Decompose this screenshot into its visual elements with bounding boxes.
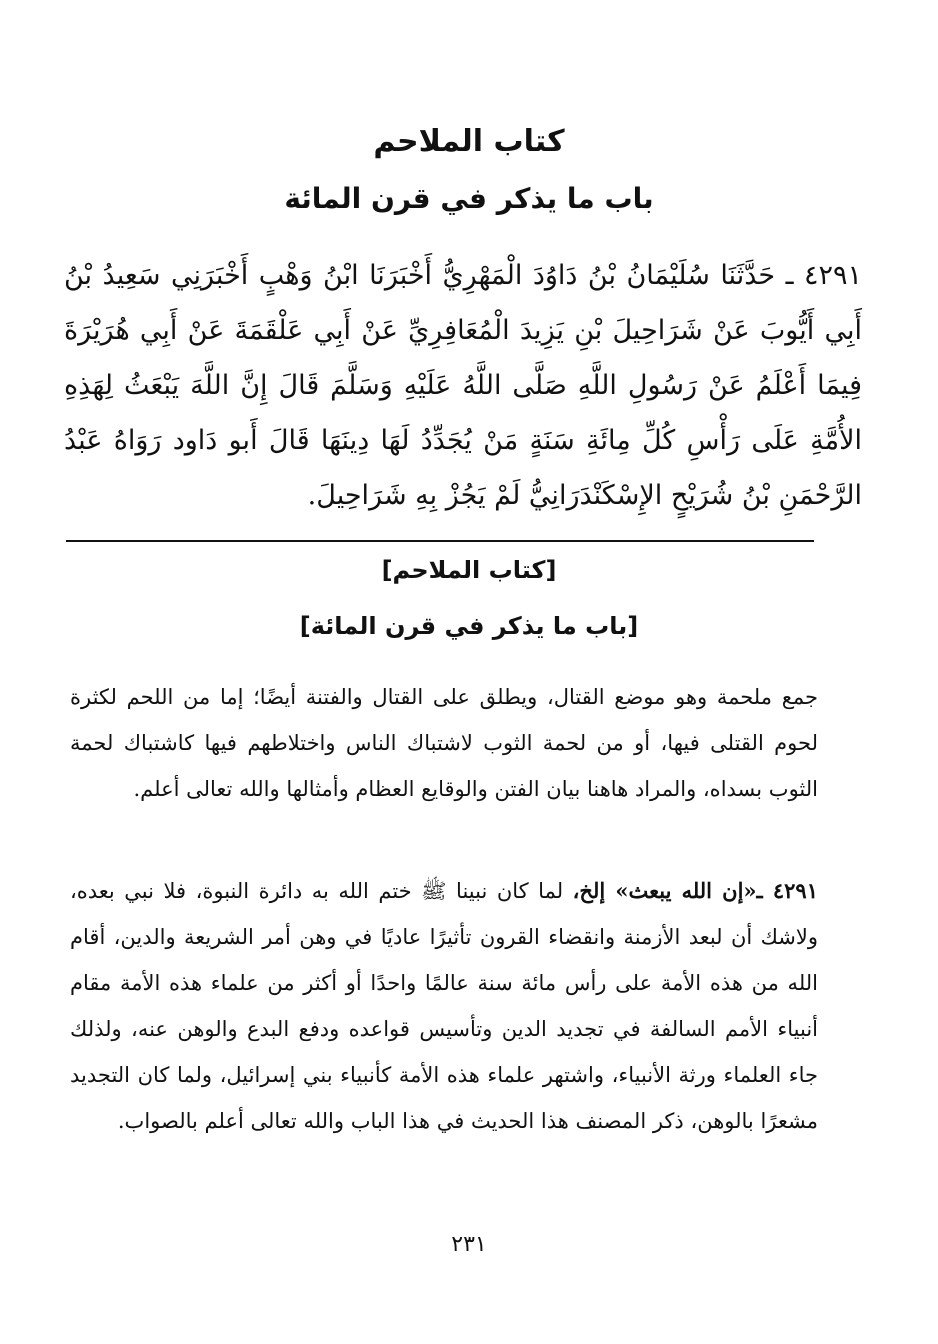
hadith-number: ٤٢٩١: [803, 260, 862, 291]
commentary-paragraph-1: جمع ملحمة وهو موضع القتال، ويطلق على القتال والفتنة أيضًا؛ إما من اللحم لكثرة لحوم القتلى فيها، أو من لحمة الثوب لاشتباك الناس واختلاطهم فيها كاشتباك لحمة الثوب بسداه، والمراد هاهنا بيان الفتن والوقايع العظام وأمثالها والله تعالى أعلم.: [70, 685, 818, 801]
page-number: ٢٣١: [451, 1232, 487, 1257]
hadith-text-block: [64, 248, 862, 523]
commentary-paragraph-2: [70, 868, 818, 1144]
footnote-divider: [66, 540, 814, 542]
commentary-chapter-title: [باب ما يذكر في قرن المائة]: [299, 612, 639, 640]
commentary-hadith-reference: ٤٢٩١ ـ«إن الله يبعث» إلخ،: [572, 878, 818, 903]
commentary-book-title: [كتاب الملاحم]: [381, 556, 557, 584]
chapter-title: باب ما يذكر في قرن المائة: [284, 182, 654, 215]
commentary-paragraph-2-text: لما كان نبينا ﷺ ختم الله به دائرة النبوة، فلا نبي بعده، ولاشك أن لبعد الأزمنة وانقضاء القرون تأثيرًا عاديًا في وهن أمر الشريعة والدين، أقام الله من هذه الأمة على رأس مائة سنة عالمًا واحدًا أو أكثر من علماء هذه الأمة مقام أنبياء الأمم السالفة في تجديد الدين وتأسيس قواعده ودفع البدع والوهن عنه، ولذلك جاء العلماء ورثة الأنبياء، واشتهر علماء هذه الأمة كأنبياء بني إسرائيل، ولما كان التجديد مشعرًا بالوهن، ذكر المصنف هذا الحديث في هذا الباب والله تعالى أعلم بالصواب.: [70, 879, 818, 1133]
hadith-text: ـ حَدَّثَنَا سُلَيْمَانُ بْنُ دَاوُدَ الْمَهْرِيُّ أَخْبَرَنَا ابْنُ وَهْبٍ أَخْبَرَنِي سَعِيدُ بْنُ أَبِي أَيُّوبَ عَنْ شَرَاحِيلَ بْنِ يَزِيدَ الْمُعَافِرِيِّ عَنْ أَبِي عَلْقَمَةَ عَنْ أَبِي هُرَيْرَةَ فِيمَا أَعْلَمُ عَنْ رَسُولِ اللَّهِ صَلَّى اللَّهُ عَلَيْهِ وَسَلَّمَ قَالَ إِنَّ اللَّهَ يَبْعَثُ لِهَذِهِ الأُمَّةِ عَلَى رَأْسِ كُلِّ مِائَةِ سَنَةٍ مَنْ يُجَدِّدُ لَهَا دِينَهَا قَالَ أَبو دَاود رَوَاهُ عَبْدُ الرَّحْمَنِ بْنُ شُرَيْحٍ الإِسْكَنْدَرَانِيُّ لَمْ يَجُزْ بِهِ شَرَاحِيلَ.: [64, 260, 862, 511]
book-title: كتاب الملاحم: [373, 124, 565, 159]
